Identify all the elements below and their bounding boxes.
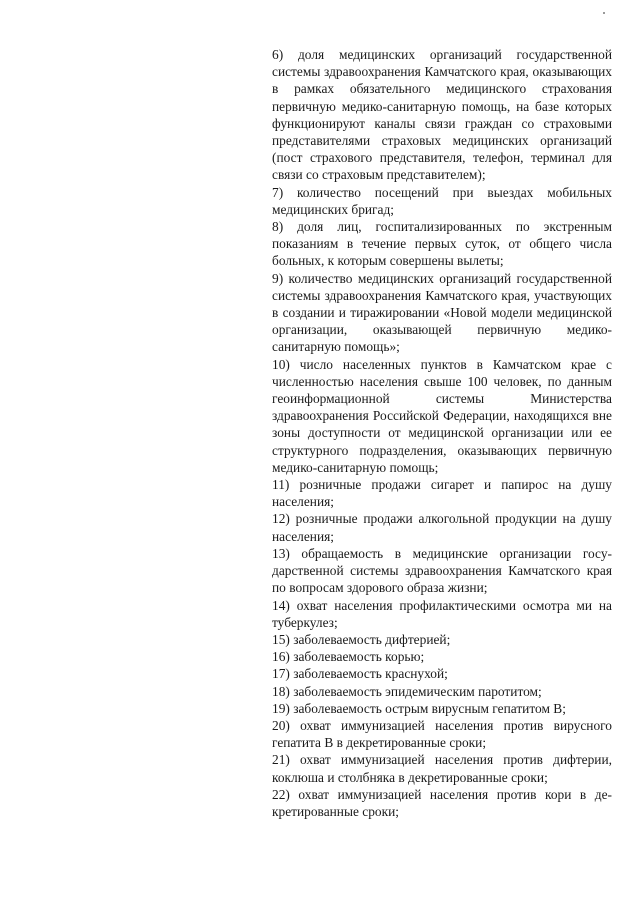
list-item: 8) доля лиц, госпитализированных по экстренным показаниям в течение первых суток, от общего числа больных, к которым совершены вылеты; [272, 219, 612, 269]
list-item: 7) количество посещений при выездах мобильных медицинских бригад; [272, 184, 612, 217]
list-item: 21) охват иммунизацией населения против дифтерии, коклюша и столбняка в декретированные сроки; [272, 752, 612, 785]
list-item: 15) заболеваемость дифтерией; [272, 631, 451, 647]
list-item: 18) заболеваемость эпидемическим паротитом; [272, 683, 542, 699]
list-item: 11) розничные продажи сигарет и папирос на душу населения; [272, 477, 612, 510]
list-item: 10) число населенных пунктов в Камчатском крае с численностью населения свыше 100 человек, по данным геоинформационной системы Министерства здравоохранения Российской Федерации, находящихся вне зоны доступности от медицинской организации или ее структурного подразделения, оказывающих первичную медико-санитарную помощь; [272, 356, 612, 475]
list-item: 17) заболеваемость краснухой; [272, 666, 448, 682]
list-item: 14) охват населения профилактическими осмотра ми на туберкулез; [272, 597, 612, 630]
list-item: 6) доля медицинских организаций государственной системы здравоохранения Камчатского края, оказывающих в рамках обязательного медицинского страхования первичную медико-санитарную помощь, на базе которых функционируют каналы связи граждан со страховыми представителями страховых медицинских организаций (пост страхового представителя, телефон, терминал для связи со страховым представителем); [272, 47, 612, 183]
list-item: 12) розничные продажи алкогольной продукции на душу населения; [272, 511, 612, 544]
list-item: 13) обращаемость в медицинские организации государственной системы здравоохранения Камчатского края по вопросам здорового образа жизни; [272, 545, 612, 596]
list-item: 19) заболеваемость острым вирусным гепатитом В; [272, 700, 566, 716]
list-item: 20) охват иммунизацией населения против вирусного гепатита В в декретированные сроки; [272, 717, 612, 751]
list-item: 22) охват иммунизацией населения против кори в декретированные сроки; [272, 786, 612, 819]
indicator-list [272, 46, 612, 820]
list-item: 16) заболеваемость корью; [272, 649, 425, 665]
scan-speck [603, 12, 605, 14]
list-item: 9) количество медицинских организаций государственной системы здравоохранения Камчатского края, участвующих в создании и тиражировании «Новой модели медицинской организации, оказывающей первичную медико-санитарную помощь»; [272, 270, 612, 355]
